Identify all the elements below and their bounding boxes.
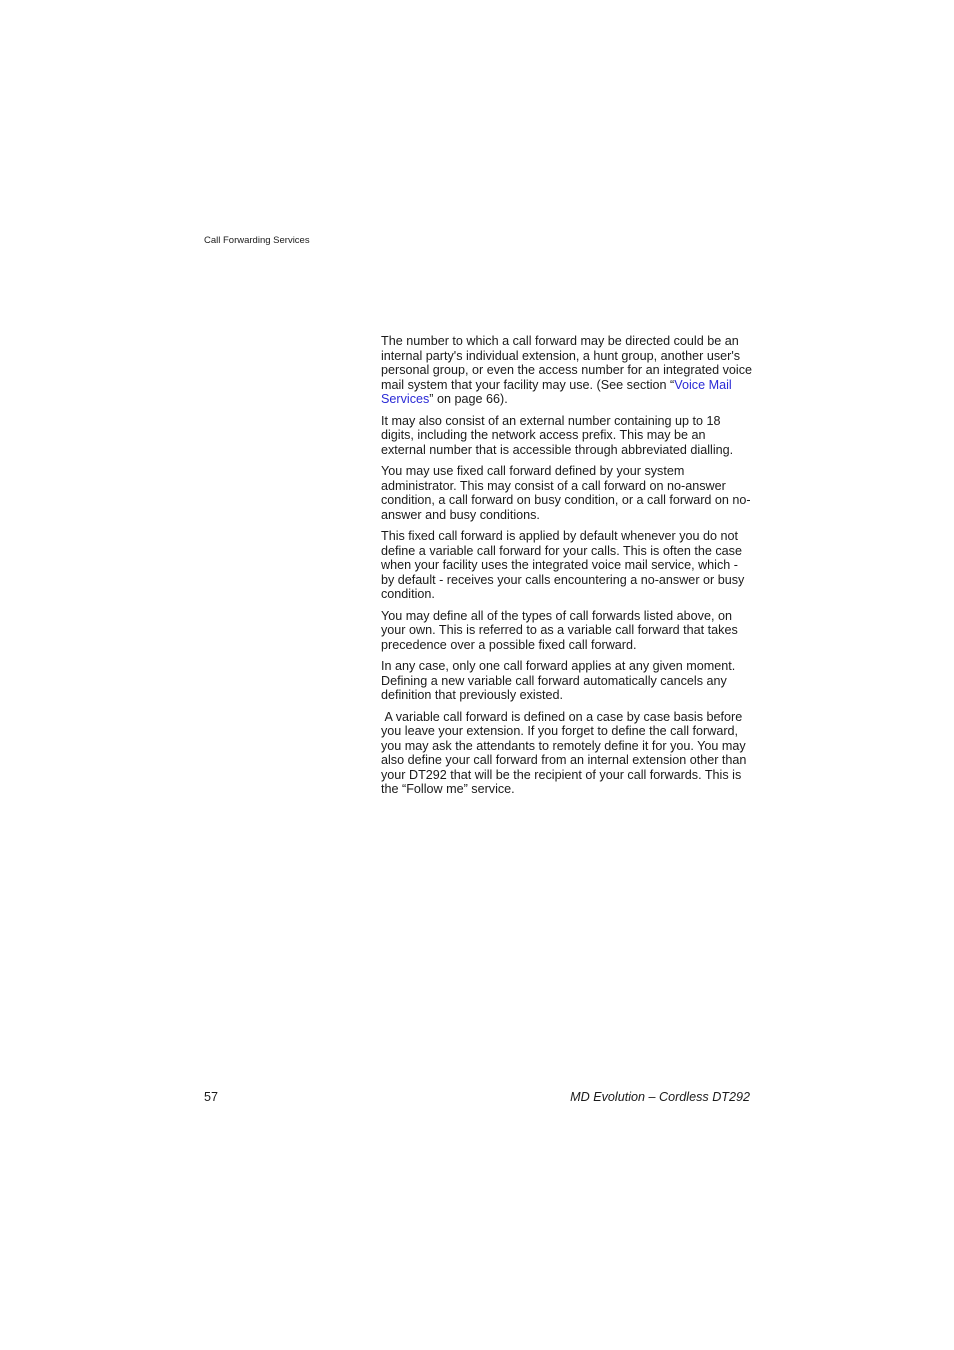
paragraph-variable-forward: You may define all of the types of call forwards listed above, on your own. This is referred to as a variable call forward that takes precedence over a possible fixed call forward.: [381, 608, 738, 652]
paragraph-fixed-default: This fixed call forward is applied by default whenever you do not define a variable call forward for your calls. This is often the case when your facility uses the integrated voice mail service, which - by default - receives your calls encountering a no-answer or busy condition.: [381, 529, 745, 601]
paragraph-one-forward: In any case, only one call forward applies at any given moment. Defining a new variable call forward automatically cancels any definition that previously existed.: [381, 659, 736, 702]
paragraph-destination-text: The number to which a call forward may be directed could be an internal party's individual extension, a hunt group, another user's personal group, or even the access number for an integrated voice mail system that your facility may use. (See section “: [381, 334, 753, 392]
body-text: [381, 334, 753, 804]
footer-document-title: MD Evolution – Cordless DT292: [570, 1090, 750, 1104]
page-number: 57: [204, 1090, 219, 1104]
paragraph-external-number: It may also consist of an external number containing up to 18 digits, including the network access prefix. This may be an external number that is accessible through abbreviated dialling.: [381, 413, 734, 457]
paragraph-fixed-forward: You may use fixed call forward defined by your system administrator. This may consist of a call forward on no-answer condition, a call forward on busy condition, or a call forward on no-answer and busy conditions.: [381, 464, 751, 522]
running-header: Call Forwarding Services: [204, 235, 310, 246]
paragraph-follow-me: A variable call forward is defined on a case by case basis before you leave your extension. If you forget to define the call forward, you may ask the attendants to remotely define it for you. You may also define your call forward from an internal extension other than your DT292 that will be the recipient of your call forwards. This is the “Follow me” service.: [381, 709, 750, 796]
paragraph-destination: [381, 334, 753, 407]
paragraph-destination-suffix: ” on page 66).: [429, 392, 508, 406]
voice-mail-services-link[interactable]: Voice Mail Services: [381, 377, 732, 406]
